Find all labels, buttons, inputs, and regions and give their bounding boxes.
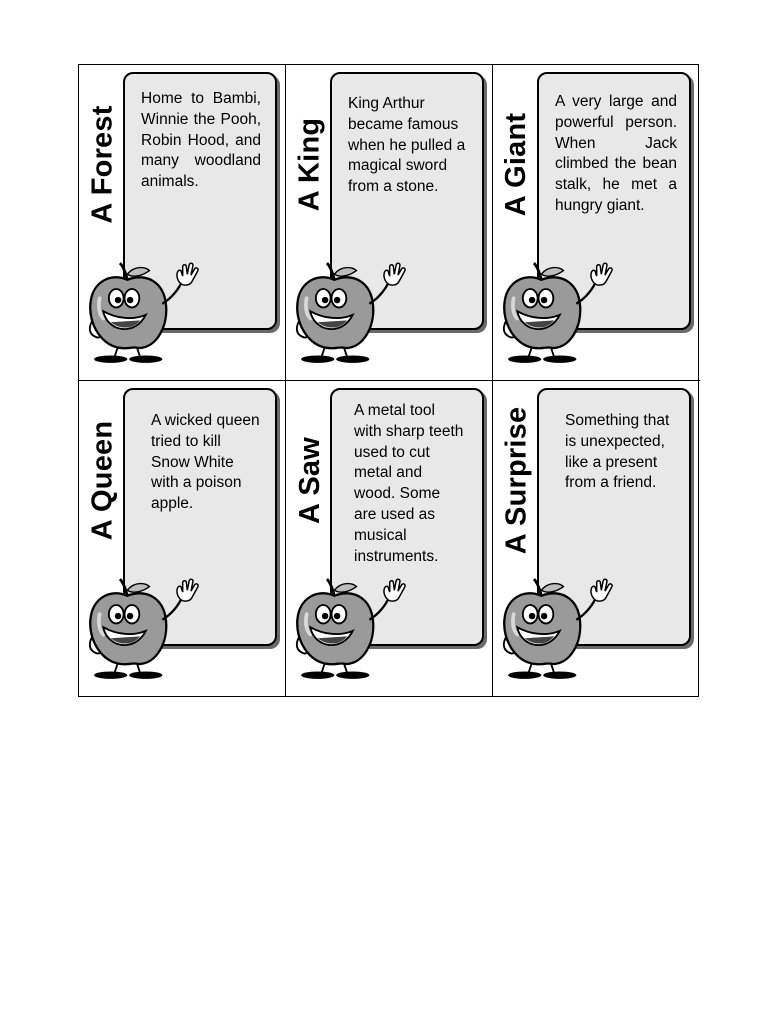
card-giant — [493, 65, 700, 381]
card-definition: Home to Bambi, Winnie the Pooh, Robin Hood, and many woodland animals. — [141, 90, 261, 191]
card-word: A Giant — [500, 112, 533, 216]
card-definition: Something that is unexpected, like a present from a friend. — [565, 412, 670, 492]
card-surprise — [493, 381, 700, 697]
apple-mascot-icon — [83, 257, 203, 369]
apple-mascot-icon — [290, 257, 410, 369]
card-word: A Forest — [86, 104, 119, 224]
card-definition: A metal tool with sharp teeth used to cut metal and wood. Some are used as musical instruments. — [354, 402, 464, 565]
card-forest — [79, 65, 286, 381]
apple-mascot-icon — [83, 573, 203, 685]
card-word: A King — [293, 117, 326, 211]
apple-mascot-icon — [497, 573, 617, 685]
card-word: A Queen — [86, 420, 119, 540]
apple-mascot-icon — [290, 573, 410, 685]
apple-mascot-icon — [497, 257, 617, 369]
card-sheet — [78, 64, 699, 697]
card-queen — [79, 381, 286, 697]
card-definition: A wicked queen tried to kill Snow White with a poison apple. — [151, 412, 260, 513]
card-definition: A very large and powerful person. When Jack climbed the bean stalk, he met a hungry giant. — [555, 93, 677, 214]
card-saw — [286, 381, 493, 697]
card-word: A Surprise — [500, 406, 533, 554]
card-definition: King Arthur became famous when he pulled a magical sword from a stone. — [348, 95, 466, 196]
card-king — [286, 65, 493, 381]
card-word: A Saw — [293, 436, 326, 524]
